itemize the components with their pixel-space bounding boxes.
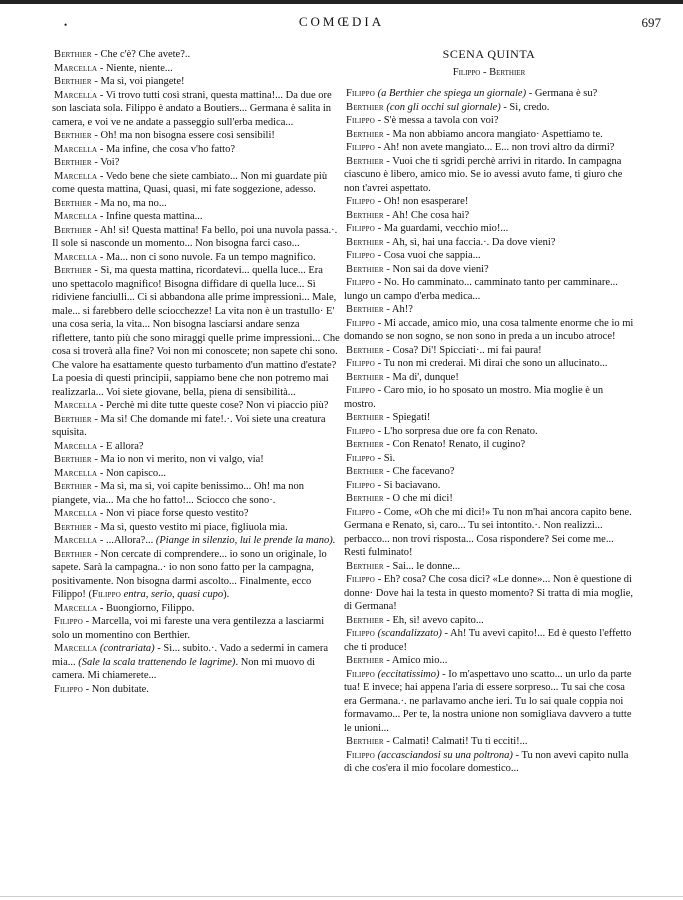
dialogue-text: - Eh? cosa? Che cosa dici? «Le donne»... Non è questione di donne· Dove hai la testa in questo momento? Si tratta di mia moglie, di Germana! [344,574,633,612]
dialogue-line [344,303,634,317]
dialogue-text: - Tu non mi crederai. Mi dirai che sono un allucinato... [375,358,608,369]
scene-cast: Filippo - Berthier [452,66,526,78]
dialogue-tail: ). [223,589,230,600]
page-title: COMŒDIA [298,14,385,29]
speaker-name: Marcella [54,400,98,411]
speaker-name: Berthier [54,481,92,492]
dialogue-line [344,209,634,223]
dialogue-text: - Io m'aspettavo uno scatto... un urlo da parte tua! E invece; hai appena l'aria di essere sorpreso... Tu sai che cosa era Germana.·. ne parlavamo anche ieri. Tu lo sai quale coppia noi formavamo... Per te, la nostra unione non somigliava davvero a tutte le unioni... [344,668,632,734]
dialogue-text: - Amico mio... [383,655,448,666]
dialogue-line [344,479,634,493]
speaker-name: Berthier [54,197,92,209]
speaker-name: Filippo [346,88,376,99]
dialogue-line [52,48,340,62]
dialogue-line [344,141,634,155]
dialogue-text: - Non capisco... [97,467,167,479]
speaker-name: Filippo [346,628,376,639]
stage-direction: (eccitatissimo) [375,668,440,680]
speaker-name: Marcella [54,440,98,452]
dialogue-text: - Mi accade, amico mio, una cosa talmente enorme che io mi domando se non sogno, se non sono in preda a un incubo atroce! [344,317,634,342]
dialogue-text: - Cosa? Di'! Spicciati·.. mi fai paura! [383,344,542,356]
speaker-name: Marcella [54,89,98,101]
dialogue-text: - Si baciavano. [375,479,441,491]
speaker-name: Berthier [54,130,92,141]
dialogue-line [52,480,340,507]
dialogue-text: - Ah! non avete mangiato... E... non trovi altro da dirmi? [375,142,615,153]
dialogue-line [344,614,634,628]
dialogue-text: - Ma no, ma no... [91,197,167,209]
dialogue-text: - ...Allora?... [97,535,156,546]
dialogue-line [52,467,340,481]
speaker-name: Berthier [54,49,92,60]
dialogue-text: - Germana è su? [526,88,598,99]
scene-title: SCENA QUINTA [442,47,536,61]
dialogue-text: - Oh! ma non bisogna essere così sensibili! [91,130,275,141]
dialogue-text: - Con Renato! Renato, il cugino? [383,439,526,450]
dialogue-line [344,155,634,196]
speaker-name: Berthier [54,454,92,465]
speaker-name: Berthier [54,548,92,560]
speaker-name: Marcella [54,211,98,222]
speaker-name: Berthier [54,157,92,168]
dialogue-text: - Sì. [375,452,396,464]
bottom-rule [0,896,683,897]
dialogue-text: - Ah! sì! Questa mattina! Fa bello, poi una nuvola passa.·. Il sole si nasconde un momento... Non bisogna farci caso... [52,224,338,249]
dialogue-line [344,263,634,277]
dialogue-line [344,560,634,574]
dialogue-text: - Ma non abbiamo ancora mangiato· Aspettiamo te. [383,128,603,140]
dialogue-text: - Non cercate di comprendere... io sono un originale, lo sapete. Sarà la campagna..· io non sono fatto per la campagna, positivamente. Non bisogna darmi ascolto... Finalmente, ecco Filippo! ( [52,548,327,600]
dialogue-text: - Non vi piace forse questo vestito? [97,508,249,519]
dialogue-text: - Perchè mi dite tutte queste cose? Non vi piaccio più? [97,400,329,411]
dialogue-text: - Calmati! Calmati! Tu ti ecciti!... [383,736,528,747]
speaker-name: Berthier [346,614,384,626]
dialogue-text: - L'ho sorpresa due ore fa con Renato. [375,425,538,437]
stage-direction: (scandalizzato) [375,628,442,639]
speaker-name: Filippo [91,589,121,600]
right-dialogue [344,87,634,776]
dialogue-text: - Sì... subito.·. Vado a sedermi in camera mia... [52,643,328,668]
dialogue-text: - S'è messa a tavola con voi? [375,115,499,126]
dialogue-line [344,128,634,142]
speaker-name: Filippo [346,574,376,585]
speaker-name: Marcella [54,643,98,654]
speaker-name: Berthier [346,560,384,572]
speaker-name: Berthier [346,304,384,315]
speaker-name: Marcella [54,602,98,614]
dialogue-text: - Vi trovo tutti così strani, questa mattina!... Da due ore son lasciata sola. Filippo è andato a Boutiers... Germana è salita in camera, e voi ve ne andate a passeggio sull'erba medica... [52,89,332,128]
speaker-name: Marcella [54,62,98,74]
dialogue-line [52,224,340,251]
stage-direction: (Piange in silenzio, lui le prende la mano). [155,535,336,546]
dialogue-text: - Ah, sì, hai una faccia.·. Da dove vieni? [383,236,556,248]
dialogue-line [344,236,634,250]
dialogue-line [344,222,634,236]
speaker-name: Berthier [54,265,92,276]
speaker-name: Filippo [346,506,376,518]
dialogue-line [52,129,340,143]
speaker-name: Filippo [346,317,376,329]
speaker-name: Filippo [54,616,84,627]
page-mark: • [64,20,68,30]
dialogue-text: - Eh, sì! avevo capito... [383,614,484,626]
speaker-name: Berthier [346,439,384,450]
stage-direction: entra, serio, quasi cupo [121,589,224,600]
speaker-name: Filippo [346,277,376,288]
dialogue-line [344,344,634,358]
dialogue-text: - Ma sì, ma sì, voi capite benissimo... Oh! ma non piangete, via... Ma che ho fatto!... Sciocco che sono·. [52,481,305,506]
stage-direction: (con gli occhi sul giornale) [383,101,501,113]
dialogue-text: - Che c'è? Che avete?.. [91,49,191,60]
dialogue-line [52,548,340,602]
dialogue-text: - Ma sì, voi piangete! [91,76,185,87]
stage-direction: (contrariata) [97,643,155,654]
speaker-name: Filippo [346,749,376,761]
dialogue-text: - Vedo bene che siete cambiato... Non mi guardate più come questa mattina, Quasi, quasi, mi fate soggezione, adesso. [52,170,328,195]
dialogue-line [52,170,340,197]
stage-direction: (a Berthier che spiega un giornale) [375,88,527,99]
dialogue-line [344,668,634,736]
speaker-name: Berthier [346,466,384,477]
dialogue-line [52,615,340,642]
dialogue-text: - Non sai da dove vieni? [383,263,489,275]
left-column [52,48,340,696]
speaker-name: Filippo [346,142,376,153]
dialogue-text: - Oh! non esasperare! [375,196,469,207]
dialogue-text: - Marcella, voi mi fareste una vera gentilezza a lasciarmi solo un momentino con Berthier. [52,616,325,641]
dialogue-text: - Ah! Che cosa hai? [383,209,470,221]
dialogue-line [52,62,340,76]
dialogue-text: - Niente, niente... [97,62,173,74]
dialogue-line [52,156,340,170]
dialogue-text: - Ma di', dunque! [383,371,459,383]
right-column [344,48,634,776]
speaker-name: Berthier [346,128,384,140]
speaker-name: Filippo [346,452,376,464]
dialogue-line [344,735,634,749]
dialogue-line [52,413,340,440]
dialogue-line [344,438,634,452]
dialogue-line [344,249,634,263]
dialogue-line [344,749,634,776]
dialogue-line [52,453,340,467]
dialogue-text: - Caro mio, io ho sposato un mostro. Mia moglie è un mostro. [344,385,604,410]
dialogue-line [52,642,340,683]
dialogue-line [52,507,340,521]
speaker-name: Marcella [54,508,98,519]
dialogue-line [52,264,340,399]
dialogue-text: - Ma... non ci sono nuvole. Fa un tempo magnifico. [97,251,316,263]
speaker-name: Filippo [346,479,376,491]
speaker-name: Berthier [54,224,92,236]
dialogue-line [52,602,340,616]
dialogue-text: - Ma sì! Che domande mi fate!.·. Voi siete una creatura squisita. [52,413,326,438]
dialogue-text: - Ma guardami, vecchio mio!... [375,223,509,234]
dialogue-line [344,465,634,479]
dialogue-line [344,114,634,128]
dialogue-line [344,573,634,614]
dialogue-line [344,357,634,371]
speaker-name: Berthier [346,736,384,747]
stage-direction: (Sale la scala trattenendo le lagrime) [78,656,236,668]
dialogue-text: - Ah!? [383,304,413,315]
dialogue-text: - Spiegati! [383,412,431,423]
dialogue-line [52,521,340,535]
dialogue-text: - Che facevano? [383,466,455,477]
speaker-name: Filippo [346,250,376,261]
dialogue-line [52,251,340,265]
dialogue-line [344,371,634,385]
dialogue-line [52,534,340,548]
dialogue-text: - Non dubitate. [83,683,149,695]
speaker-name: Filippo [346,668,376,680]
dialogue-text: - Come, «Oh che mi dici!» Tu non m'hai ancora capito bene. Germana e Renato, sì, caro... Tu sei intontito.·. Non realizzi... perbacco... non trovi risposta... Cosa rispondere? Sei come me... Resti fulminato! [344,506,632,558]
speaker-name: Marcella [54,251,98,263]
dialogue-tail: . Non mi muovo di camera. Mi chiamerete... [52,656,316,681]
dialogue-line [344,87,634,101]
dialogue-text: - Vuoi che ti sgridi perchè arrivi in ritardo. In campagna ciascuno è libero, amico mio. Se io avessi avuto fame, ti giuro che non t'avrei aspettato. [344,155,623,194]
dialogue-text: - Buongiorno, Filippo. [97,602,195,614]
dialogue-line [344,195,634,209]
dialogue-text: - No. Ho camminato... camminato tanto per camminare... lungo un campo d'erba medica... [344,277,618,302]
speaker-name: Berthier [346,101,384,113]
speaker-name: Filippo [346,385,376,396]
dialogue-text: - Ma io non vi merito, non vi valgo, via! [91,454,264,465]
stage-direction: (accasciandosi su una poltrona) [375,749,513,761]
dialogue-text: - O che mi dici! [383,493,453,504]
dialogue-text: - E allora? [97,440,144,452]
dialogue-text: - Infine questa mattina... [97,211,203,222]
dialogue-text: - Tu non avevi capito nulla di che cos'era il mio focolare domestico... [344,749,629,774]
top-rule [0,0,683,4]
speaker-name: Marcella [54,143,98,155]
dialogue-line [52,399,340,413]
dialogue-text: - Ah! Tu avevi capito!... Ed è questo l'effetto che ti produce! [344,628,632,653]
dialogue-line [344,654,634,668]
dialogue-line [344,317,634,344]
dialogue-line [344,627,634,654]
speaker-name: Berthier [346,344,384,356]
dialogue-line [52,89,340,130]
speaker-name: Berthier [346,493,384,504]
speaker-name: Berthier [346,155,384,167]
speaker-name: Berthier [346,412,384,423]
speaker-name: Marcella [54,467,98,479]
dialogue-line [344,506,634,560]
dialogue-line [344,452,634,466]
speaker-name: Berthier [54,76,92,87]
dialogue-line [52,683,340,697]
speaker-name: Filippo [346,223,376,234]
dialogue-text: - Sai... le donne... [383,560,461,572]
speaker-name: Filippo [346,358,376,369]
dialogue-line [52,210,340,224]
dialogue-line [52,75,340,89]
dialogue-line [344,276,634,303]
dialogue-text: - Ma infine, che cosa v'ho fatto? [97,143,235,155]
speaker-name: Berthier [346,236,384,248]
dialogue-line [52,143,340,157]
speaker-name: Berthier [346,655,384,666]
dialogue-line [344,425,634,439]
speaker-name: Berthier [54,521,92,533]
speaker-name: Marcella [54,170,98,182]
dialogue-text: - Sì, credo. [500,101,550,113]
dialogue-line [52,197,340,211]
speaker-name: Marcella [54,535,98,546]
dialogue-text: - Voi? [91,157,120,168]
speaker-name: Berthier [346,263,384,275]
speaker-name: Filippo [346,196,376,207]
dialogue-text: - Ma sì, questo vestito mi piace, figliuola mia. [91,521,288,533]
dialogue-text: - Cosa vuoi che sappia... [375,250,481,261]
speaker-name: Berthier [346,371,384,383]
dialogue-line [344,411,634,425]
page-number: 697 [641,15,661,30]
dialogue-line [344,492,634,506]
dialogue-line [344,101,634,115]
speaker-name: Berthier [54,413,92,425]
dialogue-text: - Sì, ma questa mattina, ricordatevi... quella luce... Era uno spettacolo magnifico! Bisogna diffidare di quella luce... Sì ridiviene fanciulli... Ci si abbandona alle prime impressioni... Male, male... si farebbero delle sciocchezze! La vita non è un trastullo· E' una cosa seria, la vita... Non bisogna lasciarsi andare senza riflettere, tanto più che sono miraggi quelle prime impressioni... Che cosa si troverà alla fine? Voi non mi conoscete; non sapete chi sono. Che valore ha esattamente questo turbamento d'un mattino d'estate? La poesia di questi principii, sappiamo bene che non potremo mai realizzarla... Voi siete giovane, bella, piena di sensibilità... [52,265,340,398]
dialogue-line [344,384,634,411]
speaker-name: Berthier [346,209,384,221]
dialogue-line [52,440,340,454]
speaker-name: Filippo [54,683,84,695]
speaker-name: Filippo [346,115,376,126]
speaker-name: Filippo [346,425,376,437]
